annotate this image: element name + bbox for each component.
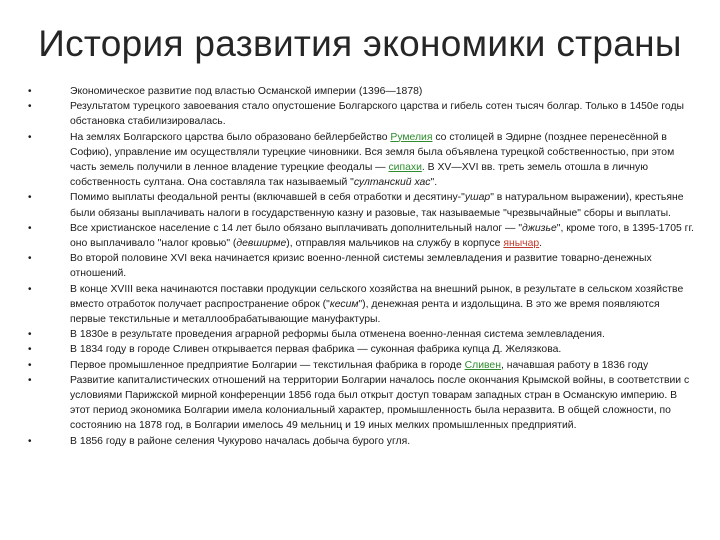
item-text: , начавшая работу в 1836 году xyxy=(500,359,649,371)
list-item xyxy=(28,221,694,251)
bullet-icon: • xyxy=(28,192,32,204)
item-text: со столицей в Эдирне (позднее перенесённой в Софию), управление им осуществляли турецкие чиновники. Вся земля была объявлена турецкой собственностью, при этом часть земель получили в ленное владение турецкие феодалы — xyxy=(70,131,675,174)
list-item xyxy=(28,282,694,328)
list-item xyxy=(28,434,694,449)
item-text: В 1856 году в районе селения Чукурово началась добыча бурого угля. xyxy=(70,435,411,447)
item-text-italic: ушар xyxy=(464,192,491,204)
item-text-italic: кесим xyxy=(329,298,359,310)
bullet-icon: • xyxy=(28,344,32,356)
item-text-italic: султанский хас xyxy=(353,177,431,189)
list-item xyxy=(28,190,694,220)
bullet-icon: • xyxy=(28,222,32,234)
item-text: . В XV—XVI вв. треть земель отошла в личную собственность султана. Она составляла так называемый " xyxy=(70,162,649,189)
list-item xyxy=(28,342,694,357)
item-text: Помимо выплаты феодальной ренты (включавшей в себя отработки и десятину-" xyxy=(70,192,465,204)
item-text: " в натуральном выражении), крестьяне были обязаны выплачивать налоги в государственную казну и разовые, так называемые "чрезвычайные" сборы и выплаты. xyxy=(70,192,684,219)
item-text: Все христианское население с 14 лет было обязано выплачивать дополнительный налог — " xyxy=(70,222,523,234)
bullet-icon: • xyxy=(28,86,32,97)
item-text: ), отправляя мальчиков на службу в корпусе xyxy=(286,238,504,250)
janissary-link[interactable]: янычар xyxy=(503,238,540,250)
item-text: Развитие капиталистических отношений на территории Болгарии началось после окончания Крымской войны, в соответствии с условиями Парижской мирной конференции 1856 года был открыт доступ товарам западных стран в Османскую империю. В этот период экономика Болгарии имела колониальный характер, промышленность была неразвита. В общей сложности, по состоянию на 1878 год, в Болгарии имелось 49 мельниц и 19 иных мелких промышленных предприятий. xyxy=(70,374,690,432)
list-item xyxy=(28,84,694,99)
bullet-icon: • xyxy=(28,253,32,265)
sipahi-link[interactable]: сипахи xyxy=(388,162,422,174)
item-text: Во второй половине XVI века начинается кризис военно-ленной системы землевладения и развитие товарно-денежных отношений. xyxy=(70,253,652,280)
bullet-icon: • xyxy=(28,131,32,143)
sliven-link[interactable]: Сливен xyxy=(464,359,501,371)
item-text-italic: джизье xyxy=(522,222,557,234)
item-text: В 1830е в результате проведения аграрной реформы была отменена военно-ленная система землевладения. xyxy=(70,329,605,341)
list-item xyxy=(28,251,694,281)
list-item xyxy=(28,373,694,434)
list-item xyxy=(28,358,694,373)
item-text-italic: девширме xyxy=(236,238,287,250)
item-text: На землях Болгарского царства было образовано бейлербейство xyxy=(70,131,391,143)
bullet-icon: • xyxy=(28,283,32,295)
bullet-icon: • xyxy=(28,359,32,371)
item-text: . xyxy=(539,238,543,250)
bullet-icon: • xyxy=(28,329,32,341)
list-item xyxy=(28,327,694,342)
list-item xyxy=(28,99,694,129)
rumelia-link[interactable]: Румелия xyxy=(390,131,433,143)
bullet-icon: • xyxy=(28,435,32,447)
item-text: В конце XVIII века начинаются поставки продукции сельского хозяйства на внешний рынок, в результате в сельском хозяйстве вместо отработок получает распространение оброк (" xyxy=(70,283,684,310)
slide-title: История развития экономики страны xyxy=(38,23,682,64)
item-text: ", кроме того, в 1395-1705 гг. оно выплачивало "налог кровью" ( xyxy=(70,222,694,250)
item-text: Экономическое развитие под властью Османской империи (1396—1878) xyxy=(70,86,423,97)
item-text: Первое промышленное предприятие Болгарии — текстильная фабрика в городе xyxy=(70,359,465,371)
item-text: Результатом турецкого завоевания стало опустошение Болгарского царства и гибель сотен тысяч болгар. Только в 1450е годы обстановка стабилизировалась. xyxy=(70,101,685,128)
bullet-icon: • xyxy=(28,374,32,386)
item-text: В 1834 году в городе Сливен открывается первая фабрика — суконная фабрика купца Д. Желязкова. xyxy=(70,344,562,356)
item-text: "), денежная рента и издольщина. В это же время появляются первые текстильные и металлообрабатывающие мануфактуры. xyxy=(70,298,660,326)
item-text: ". xyxy=(430,177,438,189)
bullet-icon: • xyxy=(28,101,32,113)
bullet-list xyxy=(28,84,694,449)
list-item xyxy=(28,130,694,191)
